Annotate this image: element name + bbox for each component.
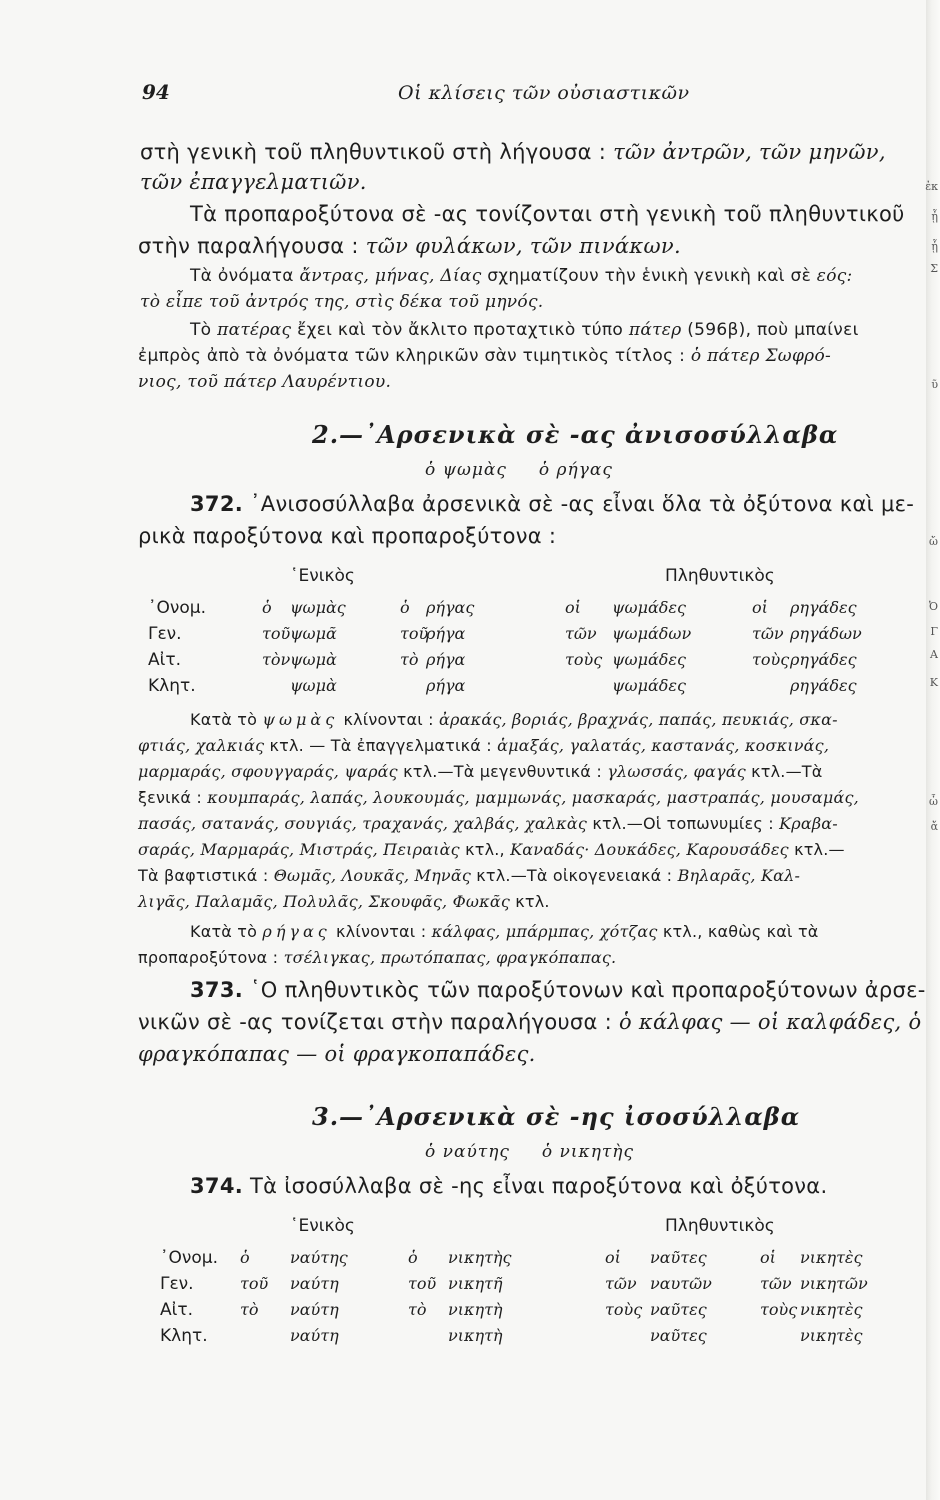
table-cell: ρήγα (426, 650, 466, 669)
intro-line: τῶν ἐπαγγελματιῶν. (140, 170, 367, 194)
table-cell: τοῦ (240, 1274, 269, 1293)
table-cell: ναυτῶν (650, 1274, 712, 1293)
table-cell: νικητῶν (800, 1274, 868, 1293)
table-cell: τοῦ (262, 624, 291, 643)
table-cell: ὁ (408, 1248, 418, 1267)
table-cell: ναύτη (290, 1274, 339, 1293)
note-line: προπαροξύτονα : τσέλιγκας, πρωτόπαπας, φραγκόπαπας. (138, 948, 617, 967)
table-cell: τὸ (400, 650, 419, 669)
table-cell: ρηγάδων (790, 624, 862, 643)
singular-header: ῾Ενικὸς (290, 566, 355, 586)
table-cell: τοῦ (408, 1274, 437, 1293)
case-label: Γεν. (148, 624, 182, 644)
table-cell: τῶν (760, 1274, 792, 1293)
case-label: ᾿Ονομ. (160, 1248, 218, 1268)
note-line: μαρμαράς, σφουγγαράς, ψαράς κτλ.—Τὰ μεγενθυντικά : γλωσσάς, φαγάς κτλ.—Τὰ (138, 762, 823, 781)
running-title: Οἱ κλίσεις τῶν οὐσιαστικῶν (398, 82, 690, 104)
edge-glyph: ὦ (929, 795, 938, 808)
note-line: Τὰ βαφτιστικά : Θωμᾶς, Λουκᾶς, Μηνᾶς κτλ.—Τὰ οἰκογενειακά : Βηλαρᾶς, Καλ- (138, 866, 801, 885)
note-line: Κατὰ τὸ ψωμὰς κλίνονται : ἀρακάς, βοριάς, βραχνάς, παπάς, πευκιάς, σκα- (190, 710, 838, 729)
table-cell: ναῦτες (650, 1300, 707, 1319)
paragraph-373: 373. ῾Ο πληθυντικὸς τῶν παροξύτονων καὶ προπαροξύτονων ἀρσε- (190, 978, 926, 1002)
edge-glyph: Ὀ (928, 600, 938, 613)
table-cell: ναύτη (290, 1300, 339, 1319)
table-cell: ρήγας (426, 598, 475, 617)
plural-header: Πληθυντικὸς (665, 566, 775, 586)
intro-line: ἐμπρὸς ἀπὸ τὰ ὀνόματα τῶν κληρικῶν σὰν τιμητικὸς τίτλος : ὁ πάτερ Σωφρό- (138, 346, 832, 366)
plural-header: Πληθυντικὸς (665, 1216, 775, 1236)
table-cell: ψωμάδων (612, 624, 692, 643)
section-heading: 3.—᾿Αρσενικὰ σὲ -ης ἰσοσύλλαβα (312, 1102, 801, 1131)
intro-line: τὸ εἶπε τοῦ ἀντρός της, στὶς δέκα τοῦ μηνός. (140, 292, 544, 312)
edge-glyph: Σ (930, 262, 938, 275)
intro-line: Τὰ ὀνόματα ἄντρας, μήνας, Δίας σχηματίζουν τὴν ἑνικὴ γενικὴ καὶ σὲ εός: (190, 266, 853, 286)
case-label: Αἰτ. (160, 1300, 194, 1320)
table-cell: ναύτη (290, 1326, 339, 1345)
table-cell: ρηγάδες (790, 598, 857, 617)
intro-line: Τὰ προπαροξύτονα σὲ -ας τονίζονται στὴ γενικὴ τοῦ πληθυντικοῦ (190, 202, 905, 226)
edge-glyph: Κ (929, 676, 938, 689)
case-label: ᾿Ονομ. (148, 598, 206, 618)
table-cell: οἱ (760, 1248, 776, 1267)
table-cell: νικητὴ (448, 1326, 503, 1345)
intro-line: στὴν παραλήγουσα : τῶν φυλάκων, τῶν πινάκων. (138, 234, 681, 258)
note-line: ξενικά : κουμπαράς, λαπάς, λουκουμάς, μαμμωνάς, μασκαράς, μαστραπάς, μουσαμάς, (138, 788, 859, 807)
edge-glyph: ᾖ (931, 210, 938, 223)
table-cell: οἱ (605, 1248, 621, 1267)
table-cell: τὸν (262, 650, 291, 669)
table-cell: ὁ (400, 598, 410, 617)
edge-glyph: ἐκ (925, 180, 938, 193)
table-cell: ψωμὰ (290, 676, 337, 695)
edge-glyph: ῦ (931, 378, 938, 391)
table-cell: ψωμάδες (612, 676, 686, 695)
case-label: Γεν. (160, 1274, 194, 1294)
table-cell: νικητὲς (800, 1326, 863, 1345)
table-cell: τὸ (240, 1300, 259, 1319)
note-line: λιγᾶς, Παλαμᾶς, Πολυλᾶς, Σκουφᾶς, Φωκᾶς κτλ. (138, 892, 550, 911)
section-examples: ὁ ναύτης ὁ νικητὴς (425, 1142, 634, 1162)
case-label: Κλητ. (160, 1326, 208, 1346)
table-cell: τοὺς (605, 1300, 643, 1319)
edge-glyph: Γ (930, 625, 938, 638)
table-cell: ρήγα (426, 676, 466, 695)
table-cell: ρηγάδες (790, 650, 857, 669)
case-label: Αἰτ. (148, 650, 182, 670)
table-cell: ναῦτες (650, 1248, 707, 1267)
table-cell: ψωμᾶ (290, 624, 337, 643)
intro-line: νιος, τοῦ πάτερ Λαυρέντιου. (138, 372, 392, 392)
table-cell: τῶν (752, 624, 784, 643)
section-heading: 2.—᾿Αρσενικὰ σὲ -ας ἀνισοσύλλαβα (312, 420, 839, 449)
table-cell: ψωμάδες (612, 598, 686, 617)
case-label: Κλητ. (148, 676, 196, 696)
table-cell: ὁ (240, 1248, 250, 1267)
table-cell: νικητῆ (448, 1274, 503, 1293)
table-cell: νικητὲς (800, 1248, 863, 1267)
edge-glyph: ἄ (930, 820, 938, 833)
page-number: 94 (142, 80, 170, 104)
note-line: φτιάς, χαλκιάς κτλ. — Τὰ ἐπαγγελματικά : ἁμαξάς, γαλατάς, καστανάς, κοσκινάς, (138, 736, 830, 755)
edge-glyph: ᾗ (931, 240, 938, 253)
singular-header: ῾Ενικὸς (290, 1216, 355, 1236)
table-cell: ναῦτες (650, 1326, 707, 1345)
table-cell: ρήγα (426, 624, 466, 643)
table-cell: τοὺς (760, 1300, 798, 1319)
paragraph-374: 374. Τὰ ἰσοσύλλαβα σὲ -ης εἶναι παροξύτονα καὶ ὀξύτονα. (190, 1174, 828, 1198)
edge-glyph: ὤ (929, 535, 938, 548)
adjacent-page-edge (926, 0, 940, 1500)
paragraph-372: ρικὰ παροξύτονα καὶ προπαροξύτονα : (138, 524, 557, 548)
note-line: Κατὰ τὸ ρήγας κλίνονται : κάλφας, μπάρμπας, χότζας κτλ., καθὼς καὶ τὰ (190, 922, 819, 941)
table-cell: νικητὴ (448, 1300, 503, 1319)
table-cell: ψωμὰ (290, 650, 337, 669)
paragraph-373: φραγκόπαπας — οἱ φραγκοπαπάδες. (138, 1042, 536, 1066)
table-cell: τοὺς (565, 650, 603, 669)
table-cell: νικητὲς (800, 1300, 863, 1319)
table-cell: ψωμὰς (290, 598, 346, 617)
table-cell: τοὺς (752, 650, 790, 669)
note-line: πασάς, σατανάς, σουγιάς, τραχανάς, χαλβάς, χαλκὰς κτλ.—Οἱ τοπωνυμίες : Κραβα- (138, 814, 838, 833)
table-cell: οἱ (752, 598, 768, 617)
paragraph-372: 372. ᾿Ανισοσύλλαβα ἀρσενικὰ σὲ -ας εἶναι ὅλα τὰ ὀξύτονα καὶ με- (190, 492, 915, 516)
table-cell: ρηγάδες (790, 676, 857, 695)
intro-line: Τὸ πατέρας ἔχει καὶ τὸν ἄκλιτο προταχτικὸ τύπο πάτερ (596β), ποὺ μπαίνει (190, 320, 859, 340)
table-cell: ναύτης (290, 1248, 348, 1267)
table-cell: τὸ (408, 1300, 427, 1319)
intro-line: στὴ γενικὴ τοῦ πληθυντικοῦ στὴ λήγουσα : τῶν ἀντρῶν, τῶν μηνῶν, (140, 140, 886, 164)
table-cell: οἱ (565, 598, 581, 617)
table-cell: ψωμάδες (612, 650, 686, 669)
table-cell: τῶν (605, 1274, 637, 1293)
paragraph-373: νικῶν σὲ -ας τονίζεται στὴν παραλήγουσα : ὁ κάλφας — οἱ καλφάδες, ὁ (138, 1010, 922, 1034)
table-cell: νικητὴς (448, 1248, 512, 1267)
edge-glyph: Α (930, 648, 938, 661)
table-cell: τοῦ (400, 624, 429, 643)
table-cell: ὁ (262, 598, 272, 617)
note-line: σαράς, Μαρμαράς, Μιστράς, Πειραιὰς κτλ., Καναδάς· Δουκάδες, Καρουσάδες κτλ.— (138, 840, 845, 859)
section-examples: ὁ ψωμὰς ὁ ρήγας (425, 460, 613, 480)
table-cell: τῶν (565, 624, 597, 643)
